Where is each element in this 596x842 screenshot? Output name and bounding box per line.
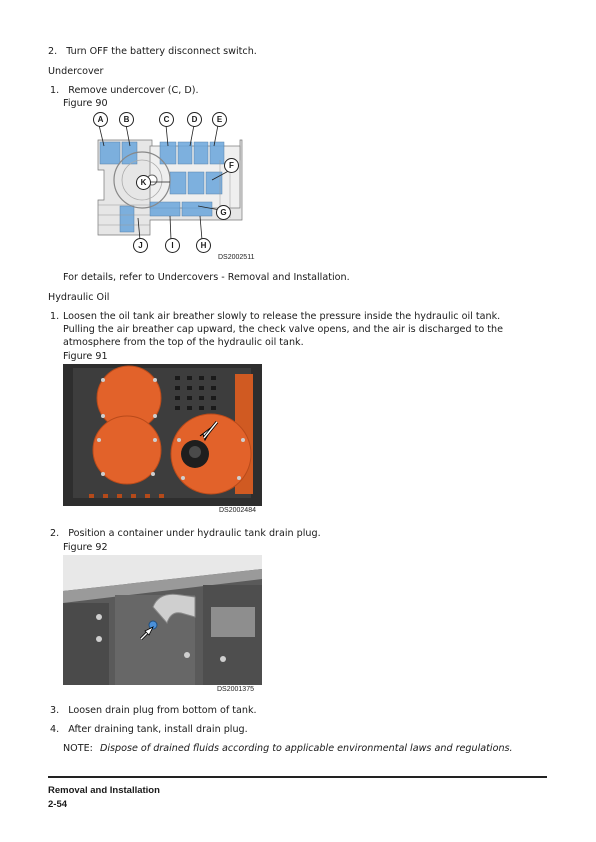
callout-a: A (93, 112, 108, 127)
footer-rule (48, 776, 547, 778)
step-text: Turn OFF the battery disconnect switch. (66, 46, 257, 57)
note-text: Dispose of drained fluids according to applicable environmental laws and regulations. (99, 743, 513, 754)
step-number: 2. (50, 528, 60, 539)
step-text-line-3: atmosphere from the top of the hydraulic oil tank. (63, 337, 304, 348)
figure-91-label: Figure 91 (63, 351, 108, 362)
step-text: Position a container under hydraulic tank drain plug. (68, 528, 321, 539)
hyd-step-3 (50, 705, 257, 716)
callout-j: J (133, 238, 148, 253)
figure-91-photo (63, 364, 262, 506)
step-number: 3. (50, 705, 60, 716)
step-number: 1. (50, 311, 60, 322)
step-text-line-1: Loosen the oil tank air breather slowly to release the pressure inside the hydraulic oil tank. (63, 311, 501, 322)
callout-c: C (159, 112, 174, 127)
details-reference: For details, refer to Undercovers - Removal and Installation. (63, 272, 350, 283)
callout-e: E (212, 112, 227, 127)
hyd-step-4 (50, 724, 248, 735)
note (63, 743, 513, 754)
section-heading-undercover: Undercover (48, 66, 104, 77)
callout-b: B (119, 112, 134, 127)
callout-f: F (224, 158, 239, 173)
callout-i: I (165, 238, 180, 253)
step-1-undercover (50, 85, 199, 96)
step-text: Loosen drain plug from bottom of tank. (68, 705, 257, 716)
step-text: After draining tank, install drain plug. (68, 724, 248, 735)
callout-g: G (216, 205, 231, 220)
step-text-line-2: Pulling the air breather cap upward, the check valve opens, and the air is discharged to the (63, 324, 504, 335)
step-number: 4. (50, 724, 60, 735)
undercover-line-drawing (90, 110, 270, 265)
figure-91-code: DS2002484 (219, 507, 256, 514)
note-label: NOTE: (63, 743, 93, 754)
page-number: 2-54 (48, 799, 68, 810)
figure-90-diagram (90, 110, 270, 265)
drain-plug-image (63, 555, 262, 685)
callout-h: H (196, 238, 211, 253)
step-number: 1. (50, 85, 60, 96)
figure-92-label: Figure 92 (63, 542, 108, 553)
figure-90-code: DS2002511 (218, 254, 255, 261)
callout-k: K (136, 175, 151, 190)
hyd-step-2 (50, 528, 321, 539)
step-number: 2. (48, 46, 58, 57)
hydraulic-tank-top-image (63, 364, 262, 506)
callout-d: D (187, 112, 202, 127)
section-heading-hydraulic-oil: Hydraulic Oil (48, 292, 110, 303)
footer-title: Removal and Installation (48, 785, 160, 796)
step-text: Remove undercover (C, D). (68, 85, 199, 96)
step-2-battery (48, 46, 257, 57)
figure-92-photo (63, 555, 262, 685)
figure-92-code: DS2001375 (217, 686, 254, 693)
figure-90-label: Figure 90 (63, 98, 108, 109)
